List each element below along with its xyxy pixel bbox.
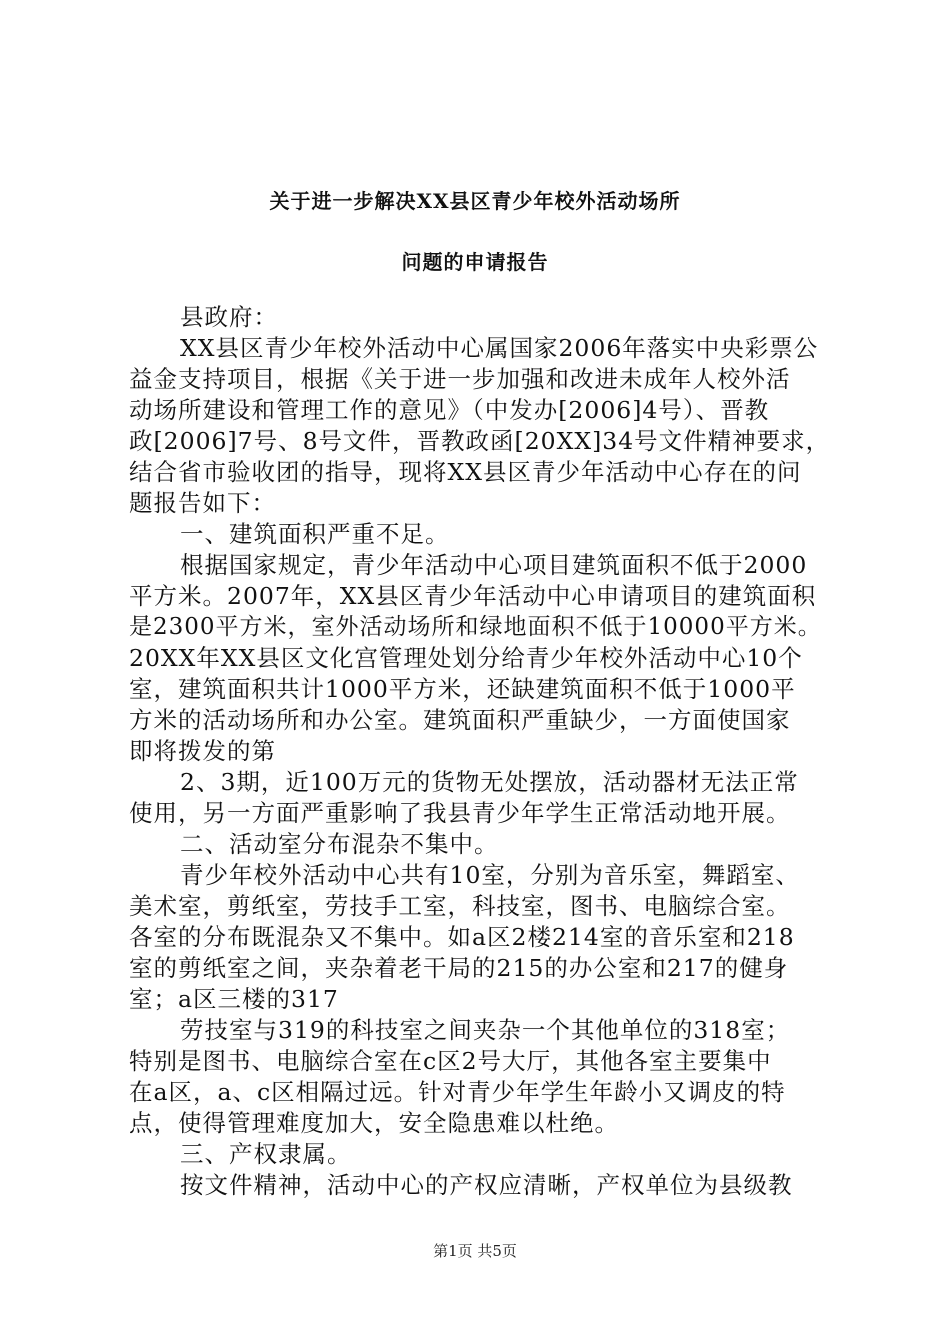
paragraph-line: 益金支持项目，根据《关于进一步加强和改进未成年人校外活 [129, 365, 791, 393]
paragraph-line: 点，使得管理难度加大，安全隐患难以杜绝。 [129, 1109, 619, 1137]
paragraph-line: 平方米。2007年，XX县区青少年活动中心申请项目的建筑面积 [129, 582, 817, 610]
paragraph-line: 特别是图书、电脑综合室在c区2号大厅，其他各室主要集中 [129, 1047, 772, 1075]
paragraph-line: 美术室，剪纸室，劳技手工室，科技室，图书、电脑综合室。 [129, 892, 791, 920]
page-footer: 第1页 共5页 [433, 1242, 517, 1260]
document-title-line-2: 问题的申请报告 [401, 250, 549, 274]
paragraph-line: 结合省市验收团的指导，现将XX县区青少年活动中心存在的问 [129, 458, 802, 486]
document-title-line-1: 关于进一步解决XX县区青少年校外活动场所 [269, 189, 681, 213]
paragraph-line: 室的剪纸室之间，夹杂着老干局的215的办公室和217的健身 [129, 954, 789, 982]
section-heading: 二、活动室分布混杂不集中。 [180, 830, 499, 858]
paragraph-line: 室，建筑面积共计1000平方米，还缺建筑面积不低于1000平 [129, 675, 796, 703]
paragraph-line: 是2300平方米，室外活动场所和绿地面积不低于10000平方米。 [129, 614, 822, 640]
paragraph-line: 按文件精神，活动中心的产权应清晰，产权单位为县级教 [180, 1171, 793, 1199]
paragraph-line: XX县区青少年校外活动中心属国家2006年落实中央彩票公 [180, 334, 819, 362]
paragraph-line: 室；a区三楼的317 [129, 985, 339, 1013]
paragraph-line: 政[2006]7号、8号文件，晋教政函[20XX]34号文件精神要求， [129, 427, 831, 455]
paragraph-line: 动场所建设和管理工作的意见》（中发办[2006]4号）、晋教 [129, 396, 770, 424]
paragraph-line: 劳技室与319的科技室之间夹杂一个其他单位的318室； [180, 1016, 791, 1044]
paragraph-line: 在a区，a、c区相隔过远。针对青少年学生年龄小又调皮的特 [129, 1078, 786, 1106]
section-heading: 三、产权隶属。 [180, 1140, 352, 1168]
paragraph-line: 20XX年XX县区文化宫管理处划分给青少年校外活动中心10个 [129, 644, 803, 672]
paragraph-line: 青少年校外活动中心共有10室，分别为音乐室，舞蹈室、 [180, 861, 800, 889]
paragraph-line: 各室的分布既混杂又不集中。如a区2楼214室的音乐室和218 [129, 923, 795, 951]
paragraph-line: 题报告如下： [129, 489, 276, 517]
paragraph-line: 根据国家规定，青少年活动中心项目建筑面积不低于2000 [180, 551, 808, 579]
paragraph-line: 方米的活动场所和办公室。建筑面积严重缺少，一方面使国家 [129, 706, 791, 734]
salutation: 县政府： [180, 303, 278, 331]
paragraph-line: 即将拨发的第 [129, 737, 276, 765]
section-heading: 一、建筑面积严重不足。 [180, 520, 450, 548]
paragraph-line: 使用，另一方面严重影响了我县青少年学生正常活动地开展。 [129, 799, 791, 827]
paragraph-line: 2、3期，近100万元的货物无处摆放，活动器材无法正常 [180, 768, 799, 796]
